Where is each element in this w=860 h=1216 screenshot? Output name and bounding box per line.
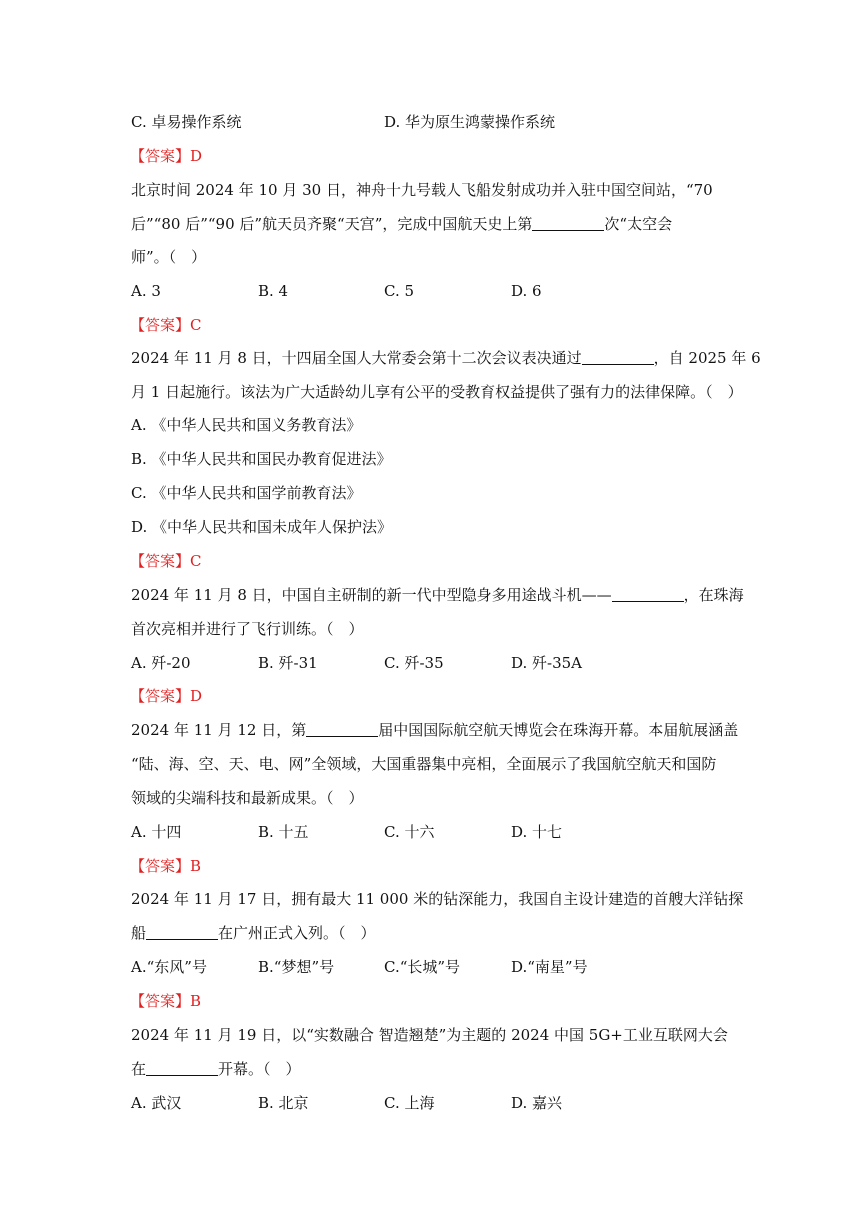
- fill-blank: [612, 587, 684, 602]
- option-b: B. 4: [258, 282, 289, 300]
- option-b: B.“梦想”号: [258, 958, 335, 976]
- option-d: D. 《中华人民共和国未成年人保护法》: [131, 518, 393, 536]
- answer-label: 【答案】C: [130, 316, 202, 334]
- question-text: 2024 年 11 月 19 日，以“实数融合 智造翘楚”为主题的 2024 中国 5G+工业互联网大会: [131, 1026, 728, 1044]
- option-d: D. 歼-35A: [511, 654, 583, 672]
- answer-label: 【答案】D: [130, 147, 203, 165]
- fill-blank: [532, 216, 604, 231]
- option-c: C. 十六: [384, 823, 435, 841]
- question-text: 北京时间 2024 年 10 月 30 日，神舟十九号载人飞船发射成功并入驻中国空间站，“70: [131, 181, 713, 199]
- fill-blank: [582, 350, 654, 365]
- question-text: 2024 年 11 月 8 日，十四届全国人大常委会第十二次会议表决通过 ，自 2025 年 6: [131, 349, 761, 367]
- fill-blank: [306, 722, 378, 737]
- option-a: A. 《中华人民共和国义务教育法》: [131, 416, 362, 434]
- question-text: 2024 年 11 月 8 日，中国自主研制的新一代中型隐身多用途战斗机—— ，在珠海: [131, 586, 744, 604]
- option-a: A. 十四: [131, 823, 182, 841]
- question-text: “陆、海、空、天、电、网”全领域，大国重器集中亮相，全面展示了我国航空航天和国防: [131, 755, 717, 773]
- option-b: B. 歼-31: [258, 654, 318, 672]
- question-text: 在 开幕。（ ）: [131, 1060, 301, 1078]
- question-text: 船 在广州正式入列。（ ）: [131, 924, 376, 942]
- option-a: A. 歼-20: [131, 654, 191, 672]
- question-text: 2024 年 11 月 12 日，第 届中国国际航空航天博览会在珠海开幕。本届航展涵盖: [131, 721, 739, 739]
- option-c: C. 上海: [384, 1094, 435, 1112]
- option-c: C. 5: [384, 282, 415, 300]
- option-b: B. 十五: [258, 823, 309, 841]
- option-b: B. 《中华人民共和国民办教育促进法》: [131, 450, 392, 468]
- question-text: 后”“80 后”“90 后”航天员齐聚“天宫”，完成中国航天史上第 次“太空会: [131, 215, 673, 233]
- answer-label: 【答案】C: [130, 552, 202, 570]
- option-a: A.“东风”号: [131, 958, 207, 976]
- option-d: D.“南星”号: [511, 958, 588, 976]
- question-text: 月 1 日起施行。该法为广大适龄幼儿享有公平的受教育权益提供了强有力的法律保障。（ ）: [131, 383, 743, 401]
- option-c: C.“长城”号: [384, 958, 461, 976]
- option-c: C. 歼-35: [384, 654, 444, 672]
- answer-label: 【答案】D: [130, 687, 203, 705]
- option-a: A. 3: [131, 282, 161, 300]
- fill-blank: [146, 925, 218, 940]
- question-text: 师”。（ ）: [131, 248, 207, 266]
- answer-label: 【答案】B: [130, 992, 202, 1010]
- question-text: 2024 年 11 月 17 日，拥有最大 11 000 米的钻深能力，我国自主设计建造的首艘大洋钻探: [131, 890, 744, 908]
- fill-blank: [146, 1061, 218, 1076]
- option-a: A. 武汉: [131, 1094, 182, 1112]
- option-c: C. 卓易操作系统: [131, 113, 242, 131]
- option-d: D. 十七: [511, 823, 563, 841]
- option-c: C. 《中华人民共和国学前教育法》: [131, 484, 362, 502]
- option-d: D. 华为原生鸿蒙操作系统: [384, 113, 556, 131]
- answer-label: 【答案】B: [130, 857, 202, 875]
- question-text: 领域的尖端科技和最新成果。（ ）: [131, 789, 364, 807]
- option-d: D. 嘉兴: [511, 1094, 563, 1112]
- option-b: B. 北京: [258, 1094, 309, 1112]
- question-text: 首次亮相并进行了飞行训练。（ ）: [131, 620, 364, 638]
- option-d: D. 6: [511, 282, 542, 300]
